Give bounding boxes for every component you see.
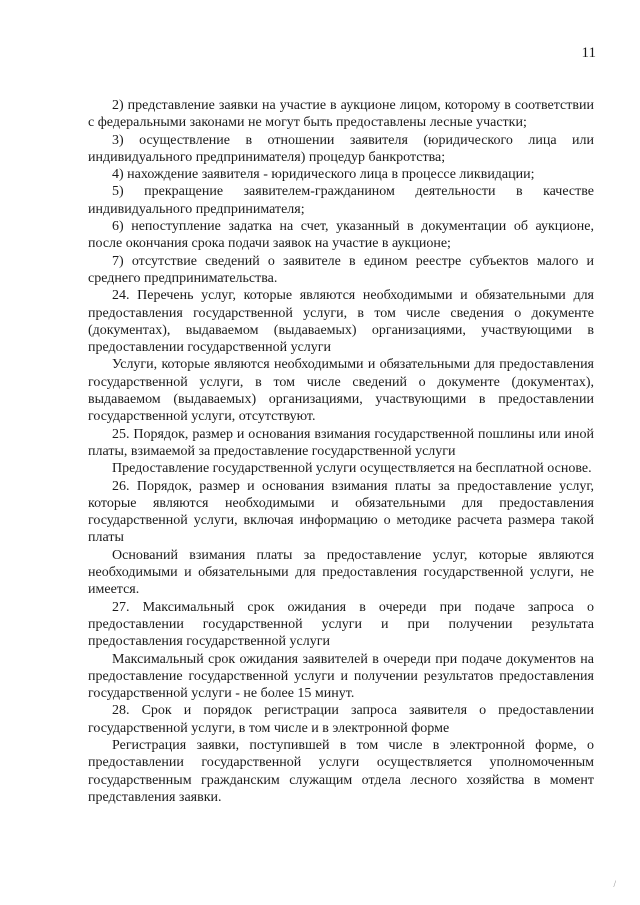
section-body-27: Максимальный срок ожидания заявителей в очереди при подаче документов на предоставление государственной услуги и получении результатов предоставления государственной услуги - не более 15 минут. [88, 651, 594, 702]
section-heading-28: 28. Срок и порядок регистрации запроса заявителя о предоставлении государственной услуги, в том числе и в электронной форме [88, 703, 594, 736]
section-body-24: Услуги, которые являются необходимыми и обязательными для предоставления государственной услуги, в том числе сведений о документе (документах), выдаваемом (выдаваемых) организациями, участвующими в предоставлении государственной услуги, отсутствуют. [88, 357, 594, 425]
section-body-25: Предоставление государственной услуги осуществляется на бесплатной основе. [112, 461, 592, 477]
section-body-26: Оснований взимания платы за предоставление услуг, которые являются необходимыми и обязательными для предоставления государственной услуги, не имеется. [88, 547, 594, 598]
page-number: 11 [581, 45, 596, 61]
paragraph-item-4: 4) нахождение заявителя - юридического лица в процессе ликвидации; [112, 167, 535, 183]
section-heading-25: 25. Порядок, размер и основания взимания государственной пошлины или иной платы, взимаемой за предоставление государственной услуги [88, 426, 594, 459]
section-heading-27: 27. Максимальный срок ожидания в очереди при подаче запроса о предоставлении государственной услуги и при получении результата предоставления государственной услуги [88, 599, 594, 650]
paragraph-item-5: 5) прекращение заявителем-гражданином деятельности в качестве индивидуального предпринимателя; [88, 184, 594, 217]
section-heading-26: 26. Порядок, размер и основания взимания платы за предоставление услуг, которые являются необходимыми и обязательными для предоставления государственной услуги, включая информацию о методике расчета размера такой платы [88, 478, 594, 546]
document-body [88, 97, 594, 806]
section-body-28: Регистрация заявки, поступившей в том числе в электронной форме, о предоставлении государственной услуги осуществляется уполномоченным государственным гражданским служащим отдела лесного хозяйства в момент представления заявки. [88, 737, 594, 805]
section-heading-24: 24. Перечень услуг, которые являются необходимыми и обязательными для предоставления государственной услуги, в том числе сведения о документе (документах), выдаваемом (выдаваемых) организациями, участвующими в предоставлении государственной услуги [88, 288, 594, 356]
paragraph-item-2: 2) представление заявки на участие в аукционе лицом, которому в соответствии с федеральными законами не могут быть предоставлены лесные участки; [88, 98, 594, 131]
scan-mark: / [613, 879, 616, 889]
paragraph-item-7: 7) отсутствие сведений о заявителе в едином реестре субъектов малого и среднего предпринимательства. [88, 253, 594, 286]
paragraph-item-6: 6) непоступление задатка на счет, указанный в документации об аукционе, после окончания срока подачи заявок на участие в аукционе; [88, 219, 594, 252]
paragraph-item-3: 3) осуществление в отношении заявителя (юридического лица или индивидуального предпринимателя) процедур банкротства; [88, 132, 594, 165]
